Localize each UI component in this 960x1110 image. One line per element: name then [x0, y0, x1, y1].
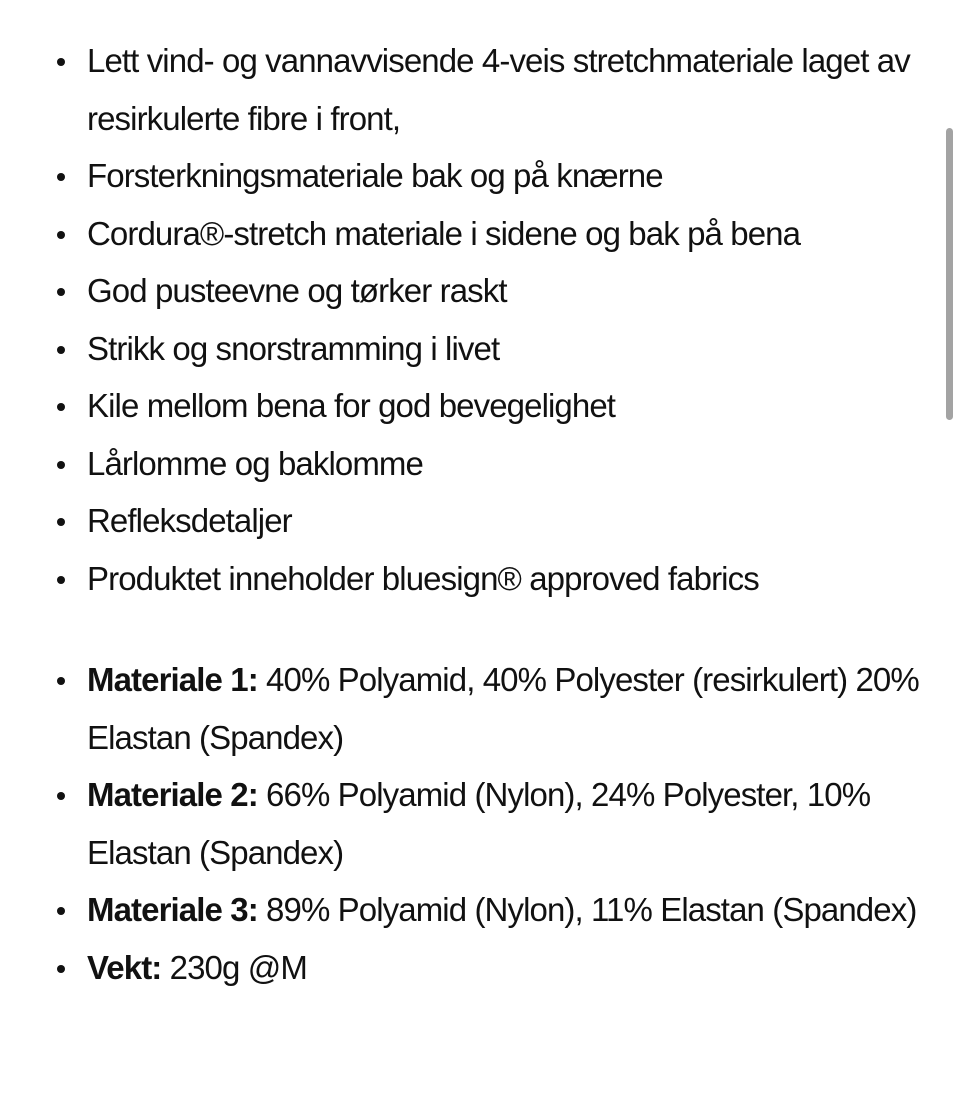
- feature-item: Refleksdetaljer: [56, 492, 926, 550]
- spec-value: 66% Polyamid (Nylon), 24% Polyester, 10% Elastan (Spandex): [87, 776, 871, 871]
- spec-label: Materiale 1:: [87, 661, 258, 698]
- spec-value: 40% Polyamid, 40% Polyester (resirkulert) 20% Elastan (Spandex): [87, 661, 919, 756]
- spec-label: Materiale 2:: [87, 776, 258, 813]
- spec-value: 230g @M: [161, 948, 307, 986]
- feature-list: [56, 32, 926, 607]
- product-description: [56, 32, 926, 996]
- spec-item: [56, 939, 926, 997]
- feature-item: Lett vind- og vannavvisende 4-veis stretchmateriale laget av resirkulerte fibre i front,: [56, 32, 926, 147]
- spec-label: Vekt:: [87, 948, 162, 986]
- feature-item: Cordura®-stretch materiale i sidene og bak på bena: [56, 205, 926, 263]
- spec-label: Materiale 3:: [87, 891, 258, 928]
- feature-item: Kile mellom bena for god bevegelighet: [56, 377, 926, 435]
- feature-item: Produktet inneholder bluesign® approved fabrics: [56, 550, 926, 608]
- spec-item: [56, 881, 926, 939]
- feature-item: Forsterkningsmateriale bak og på knærne: [56, 147, 926, 205]
- spec-value: 89% Polyamid (Nylon), 11% Elastan (Spandex): [257, 891, 917, 928]
- feature-item: Strikk og snorstramming i livet: [56, 320, 926, 378]
- scrollbar-thumb[interactable]: [946, 128, 953, 420]
- spec-item: [56, 651, 926, 766]
- spec-item: [56, 766, 926, 881]
- spec-list: [56, 651, 926, 996]
- feature-item: Lårlomme og baklomme: [56, 435, 926, 493]
- feature-item: God pusteevne og tørker raskt: [56, 262, 926, 320]
